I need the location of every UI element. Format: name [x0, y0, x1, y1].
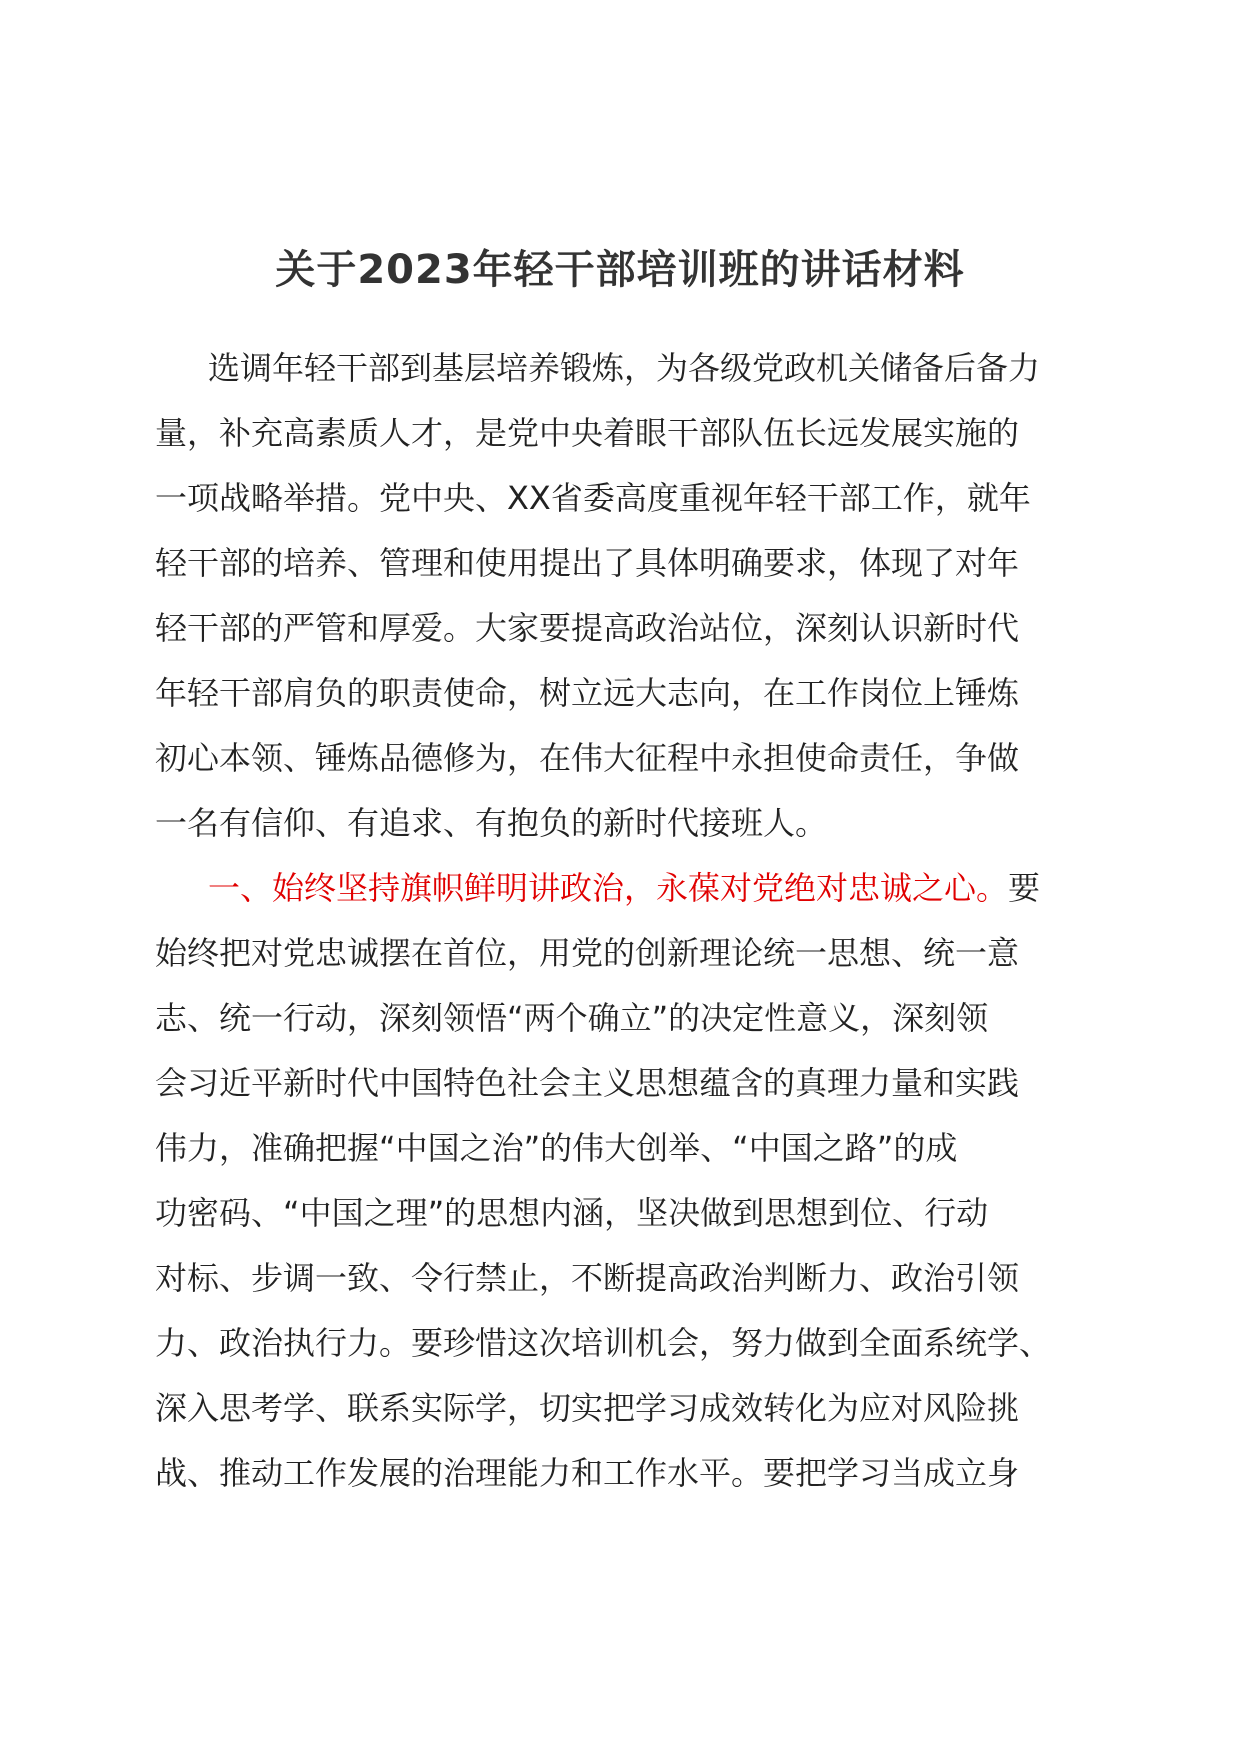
paragraph-line: 伟力，准确把握“中国之治”的伟大创举、“中国之路”的成: [155, 1129, 958, 1167]
document-body: [155, 336, 1090, 1506]
paragraph-line: 会习近平新时代中国特色社会主义思想蕴含的真理力量和实践: [155, 1064, 1020, 1102]
paragraph-line: 量，补充高素质人才，是党中央着眼干部队伍长远发展实施的: [155, 414, 1020, 452]
section-heading-line: [155, 856, 1090, 921]
paragraph-line: 始终把对党忠诚摆在首位，用党的创新理论统一思想、统一意: [155, 934, 1020, 972]
section-heading: 一、始终坚持旗帜鲜明讲政治，永葆对党绝对忠诚之心。: [208, 869, 1009, 907]
paragraph-line: 功密码、“中国之理”的思想内涵，坚决做到思想到位、行动: [155, 1194, 989, 1232]
paragraph-intro: [155, 336, 1090, 856]
paragraph-line: 力、政治执行力。要珍惜这次培训机会，努力做到全面系统学、: [155, 1324, 1052, 1362]
paragraph-line: 志、统一行动，深刻领悟“两个确立”的决定性意义，深刻领: [155, 999, 989, 1037]
paragraph-line: 对标、步调一致、令行禁止，不断提高政治判断力、政治引领: [155, 1259, 1020, 1297]
paragraph-line: 一名有信仰、有追求、有抱负的新时代接班人。: [155, 804, 828, 842]
paragraph-line: 深入思考学、联系实际学，切实把学习成效转化为应对风险挑: [155, 1389, 1020, 1427]
paragraph-line: 一项战略举措。党中央、XX省委高度重视年轻干部工作，就年: [155, 479, 1031, 517]
paragraph-line: 年轻干部肩负的职责使命，树立远大志向，在工作岗位上锤炼: [155, 674, 1020, 712]
paragraph-line: 轻干部的严管和厚爱。大家要提高政治站位，深刻认识新时代: [155, 609, 1020, 647]
paragraph-section-1: [155, 856, 1090, 1506]
paragraph-line: 轻干部的培养、管理和使用提出了具体明确要求，体现了对年: [155, 544, 1020, 582]
document-title: 关于2023年轻干部培训班的讲话材料: [275, 247, 965, 293]
paragraph-line: 战、推动工作发展的治理能力和工作水平。要把学习当成立身: [155, 1454, 1020, 1492]
paragraph-line: 初心本领、锤炼品德修为，在伟大征程中永担使命责任，争做: [155, 739, 1020, 777]
paragraph-line: 选调年轻干部到基层培养锻炼，为各级党政机关储备后备力: [208, 349, 1041, 387]
section-heading-tail: 要: [1008, 869, 1041, 907]
